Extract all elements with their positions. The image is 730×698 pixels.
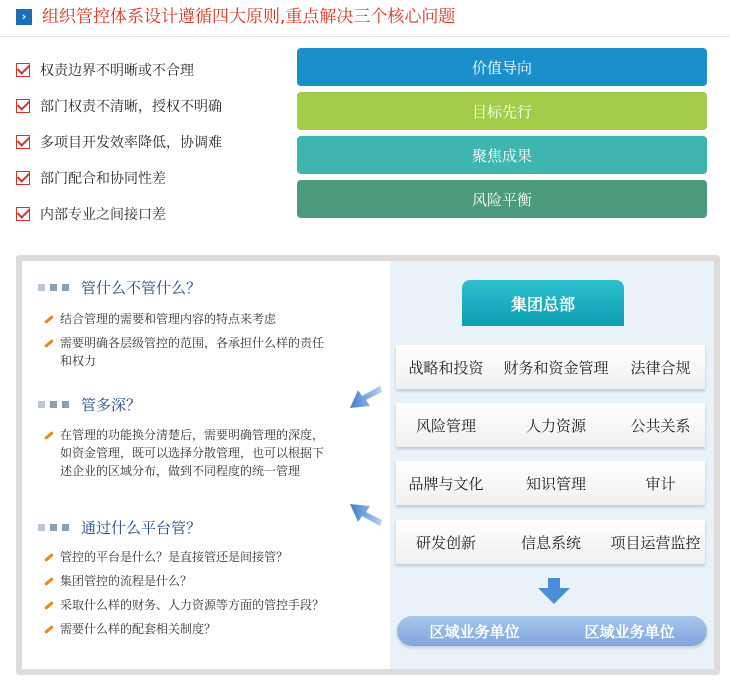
function-item: 公共关系 bbox=[630, 416, 691, 435]
regional-unit-label: 区域业务单位 bbox=[584, 622, 675, 641]
arrow-left-icon bbox=[348, 502, 382, 528]
pencil-icon bbox=[44, 339, 54, 348]
problem-item bbox=[16, 88, 286, 124]
header bbox=[16, 6, 455, 28]
dots-icon bbox=[38, 524, 69, 531]
problem-text: 权责边界不明晰或不合理 bbox=[40, 63, 194, 79]
function-item: 知识管理 bbox=[525, 474, 586, 493]
function-row bbox=[396, 461, 705, 505]
function-item: 风险管理 bbox=[415, 416, 476, 435]
bullet-item bbox=[44, 620, 324, 638]
checkbox-checked-icon bbox=[16, 63, 30, 77]
pencil-icon bbox=[44, 625, 54, 634]
checkbox-checked-icon bbox=[16, 135, 30, 149]
bullet-list bbox=[44, 426, 324, 486]
pencil-icon bbox=[44, 577, 54, 586]
bullet-list bbox=[44, 310, 324, 376]
bullet-text: 集团管控的流程是什么？ bbox=[60, 574, 193, 588]
problem-text: 内部专业之间接口差 bbox=[40, 207, 166, 223]
problem-text: 多项目开发效率降低，协调难 bbox=[40, 135, 222, 151]
checkbox-checked-icon bbox=[16, 171, 30, 185]
section-head bbox=[38, 277, 201, 298]
regional-units-bar bbox=[397, 616, 707, 646]
problem-item bbox=[16, 160, 286, 196]
problem-list bbox=[16, 52, 286, 232]
section-title: 管什么不管什么？ bbox=[81, 279, 202, 297]
arrow-down-icon bbox=[537, 578, 571, 604]
problem-item bbox=[16, 196, 286, 232]
pencil-icon bbox=[44, 315, 54, 324]
page-title: 组织管控体系设计遵循四大原则,重点解决三个核心问题 bbox=[42, 7, 456, 27]
bullet-text: 需要什么样的配套相关制度？ bbox=[60, 622, 217, 636]
chevron-right-icon: › bbox=[16, 9, 32, 25]
function-item: 人力资源 bbox=[525, 416, 586, 435]
bullet-text: 采取什么样的财务、人力资源等方面的管控手段？ bbox=[60, 598, 325, 612]
function-item: 品牌与文化 bbox=[408, 474, 484, 493]
dots-icon bbox=[38, 284, 69, 291]
function-item: 项目运营监控 bbox=[610, 533, 701, 552]
function-item: 战略和投资 bbox=[408, 358, 484, 377]
problem-text: 部门权责不清晰，授权不明确 bbox=[40, 99, 222, 115]
regional-unit-label: 区域业务单位 bbox=[429, 622, 520, 641]
bullet-item bbox=[44, 426, 324, 480]
problem-text: 部门配合和协同性差 bbox=[40, 171, 166, 187]
function-item: 法律合规 bbox=[630, 358, 691, 377]
bullet-item bbox=[44, 548, 324, 566]
checkbox-checked-icon bbox=[16, 207, 30, 221]
function-row bbox=[396, 403, 705, 447]
pencil-icon bbox=[44, 601, 54, 610]
bullet-item bbox=[44, 572, 324, 590]
section-title: 管多深？ bbox=[81, 396, 142, 414]
hq-label: 集团总部 bbox=[462, 280, 624, 326]
function-item: 信息系统 bbox=[520, 533, 581, 552]
header-divider bbox=[0, 36, 730, 37]
principle-risk-balance: 风险平衡 bbox=[297, 180, 707, 218]
function-row bbox=[396, 345, 705, 389]
function-item: 审计 bbox=[645, 474, 676, 493]
function-item: 财务和资金管理 bbox=[503, 358, 609, 377]
dots-icon bbox=[38, 401, 69, 408]
problem-item bbox=[16, 52, 286, 88]
bullet-item bbox=[44, 596, 324, 614]
bullet-list bbox=[44, 548, 324, 644]
bullet-item bbox=[44, 334, 324, 370]
principle-goal-first: 目标先行 bbox=[297, 92, 707, 130]
function-item: 研发创新 bbox=[415, 533, 476, 552]
principle-focus-results: 聚焦成果 bbox=[297, 136, 707, 174]
principle-list bbox=[297, 48, 707, 224]
bullet-text: 结合管理的需要和管理内容的特点来考虑 bbox=[60, 312, 277, 326]
function-row bbox=[396, 520, 705, 564]
bullet-item bbox=[44, 310, 324, 328]
checkbox-checked-icon bbox=[16, 99, 30, 113]
pencil-icon bbox=[44, 431, 54, 440]
bullet-text: 在管理的功能换分清楚后，需要明确管理的深度，如资金管理，既可以选择分散管理，也可以根据下述企业的区域分布，做到不同程度的统一管理 bbox=[60, 428, 325, 478]
arrow-left-icon bbox=[348, 384, 382, 410]
section-head bbox=[38, 394, 141, 415]
hq-box bbox=[462, 280, 624, 326]
pencil-icon bbox=[44, 553, 54, 562]
problem-item bbox=[16, 124, 286, 160]
bullet-text: 管控的平台是什么？是直接管还是间接管？ bbox=[60, 550, 289, 564]
section-title: 通过什么平台管？ bbox=[81, 519, 202, 537]
principle-value-oriented: 价值导向 bbox=[297, 48, 707, 86]
section-head bbox=[38, 517, 201, 538]
bullet-text: 需要明确各层级管控的范围，各承担什么样的责任和权力 bbox=[60, 336, 325, 368]
